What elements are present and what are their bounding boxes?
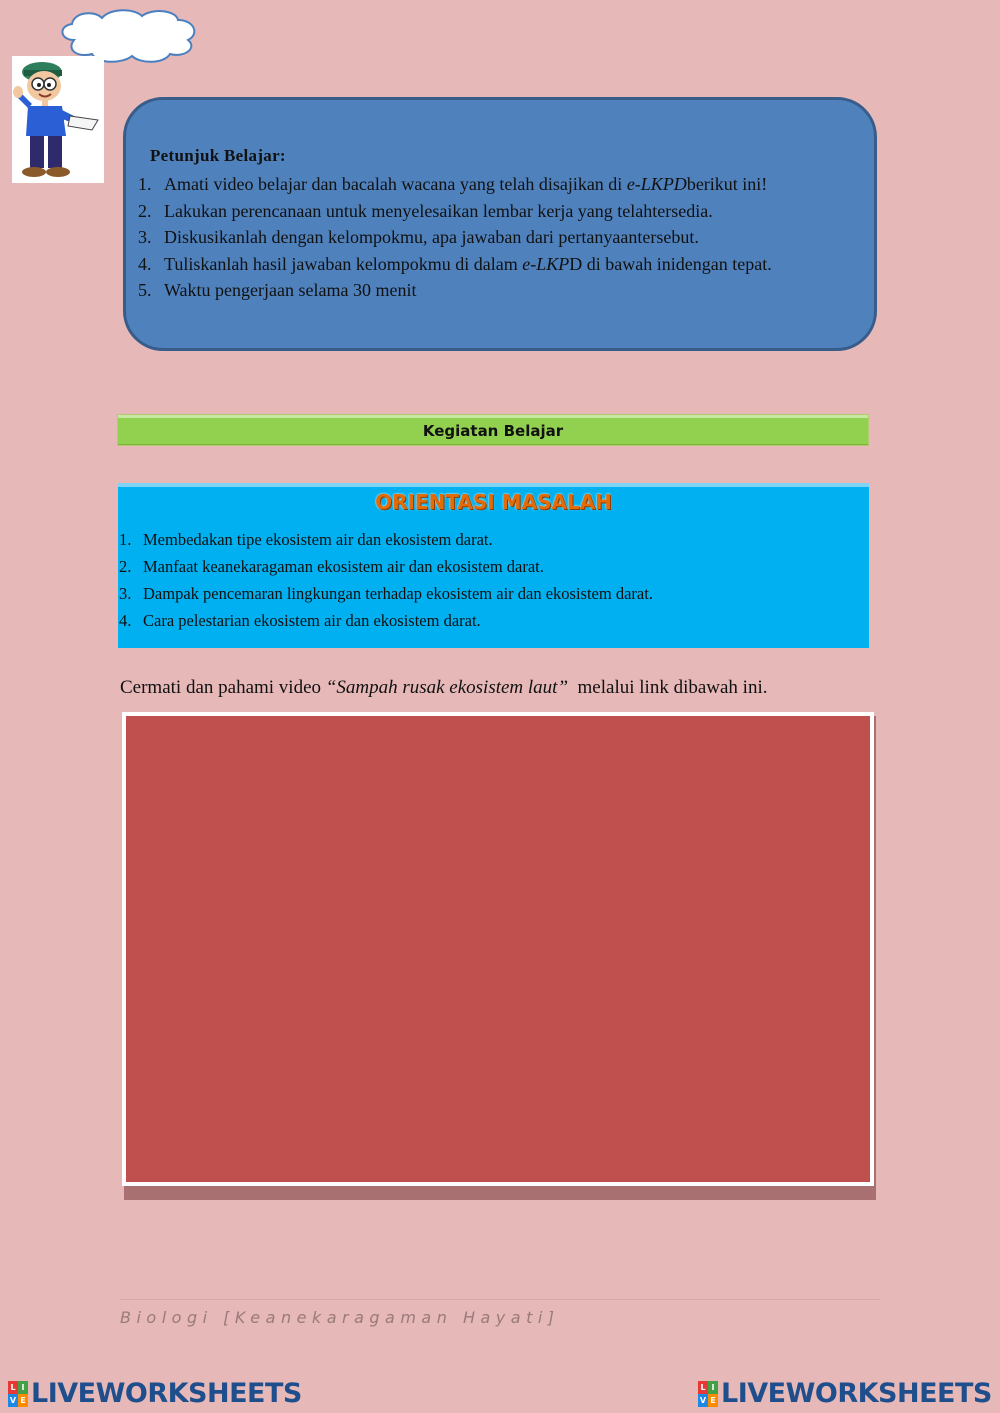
list-item: 1. Membedakan tipe ekosistem air dan ekosistem darat.	[119, 530, 493, 549]
orientation-list	[119, 526, 653, 634]
list-item: 2. Lakukan perencanaan untuk menyelesaikan lembar kerja yang telahtersedia.	[138, 200, 713, 221]
instructions-list	[138, 171, 772, 304]
list-item: 4. Tuliskanlah hasil jawaban kelompokmu di dalam e-LKPD di bawah inidengan tepat.	[138, 253, 772, 274]
brand-name: LIVEWORKSHEETS	[31, 1378, 302, 1409]
video-player[interactable]	[122, 712, 874, 1186]
liveworksheets-logo-right[interactable]	[698, 1378, 992, 1409]
video-instruction: Cermati dan pahami video “Sampah rusak ekosistem laut” melalui link dibawah ini.	[120, 677, 768, 698]
list-item: 2. Manfaat keanekaragaman ekosistem air dan ekosistem darat.	[119, 557, 544, 576]
list-item: 5. Waktu pengerjaan selama 30 menit	[138, 280, 417, 300]
list-item: 1. Amati video belajar dan bacalah wacana yang telah disajikan di e-LKPDberikut ini!	[138, 174, 768, 194]
orientation-title: ORIENTASI MASALAH	[375, 490, 612, 514]
activity-header: Kegiatan Belajar	[118, 415, 868, 445]
list-item: 4. Cara pelestarian ekosistem air dan ekosistem darat.	[119, 611, 481, 630]
liveworksheets-icon: L I V E	[698, 1381, 718, 1407]
student-icon	[12, 56, 104, 183]
footer-text: Biologi [Keanekaragaman Hayati]	[120, 1308, 560, 1327]
student-reading-illustration	[12, 56, 104, 183]
footer-divider	[120, 1299, 880, 1300]
liveworksheets-icon: L I V E	[8, 1381, 28, 1407]
instructions-title: Petunjuk Belajar:	[150, 146, 286, 165]
brand-name: LIVEWORKSHEETS	[721, 1378, 992, 1409]
list-item: 3. Dampak pencemaran lingkungan terhadap ekosistem air dan ekosistem darat.	[119, 584, 653, 603]
liveworksheets-logo-left[interactable]	[8, 1378, 302, 1409]
list-item: 3. Diskusikanlah dengan kelompokmu, apa jawaban dari pertanyaantersebut.	[138, 227, 699, 247]
